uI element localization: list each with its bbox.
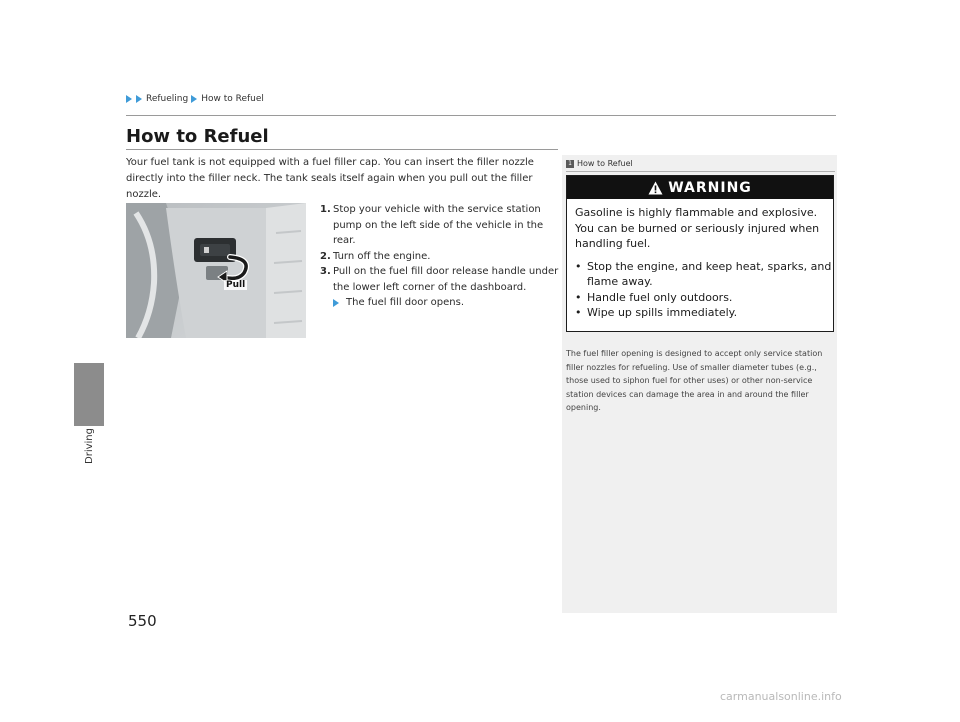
warning-heading: WARNING	[668, 179, 752, 196]
breadcrumb-arrow-icon	[126, 95, 132, 103]
page-number: 550	[128, 612, 157, 630]
step-item	[320, 249, 560, 265]
warning-triangle-icon	[648, 181, 663, 195]
sidebar-title: How to Refuel	[577, 159, 633, 168]
chapter-tab[interactable]	[74, 363, 104, 426]
step-list	[320, 202, 560, 311]
step-item	[320, 202, 560, 249]
warning-item: • Wipe up spills immediately.	[575, 305, 833, 321]
fuel-door-release-illustration	[126, 203, 306, 338]
step-result	[333, 295, 560, 311]
warning-item: • Handle fuel only outdoors.	[575, 290, 833, 306]
intro-paragraph: Your fuel tank is not equipped with a fuel filler cap. You can insert the filler nozzle directly into the filler neck. The tank seals itself again when you pull out the filler nozzle.	[126, 157, 534, 200]
sidebar-note-text: The fuel filler opening is designed to accept only service station filler nozzles for refueling. Use of smaller diameter tubes (e.g., those used to siphon fuel for other uses) or other non-service station devices can damage the area in and around the filler opening.	[566, 349, 823, 412]
breadcrumb-level-1[interactable]: Refueling	[146, 94, 189, 104]
breadcrumb	[126, 94, 264, 104]
step-number: 1.	[320, 204, 331, 215]
page-title: How to Refuel	[126, 126, 269, 147]
step-number: 3.	[320, 266, 331, 277]
watermark: carmanualsonline.info	[720, 690, 842, 703]
step-text: Pull on the fuel fill door release handle under the lower left corner of the dashboard.	[333, 266, 559, 293]
sidebar-note-panel	[562, 155, 837, 613]
warning-header	[567, 176, 833, 199]
breadcrumb-arrow-icon	[136, 95, 142, 103]
header-rule	[126, 115, 836, 116]
title-rule	[126, 149, 558, 150]
pull-label: Pull	[226, 280, 246, 290]
warning-box	[566, 175, 834, 332]
step-text: Turn off the engine.	[333, 250, 431, 262]
step-text: Stop your vehicle with the service station pump on the left side of the vehicle in the rear.	[333, 204, 544, 246]
breadcrumb-level-2[interactable]: How to Refuel	[201, 94, 264, 104]
warning-lead: Gasoline is highly flammable and explosive. You can be burned or seriously injured when handling fuel.	[575, 206, 820, 250]
sidebar-header	[566, 159, 633, 168]
step-number: 2.	[320, 250, 331, 262]
chapter-tab-label: Driving	[84, 428, 95, 464]
step-result-text: The fuel fill door opens.	[346, 297, 464, 308]
fuel-door-release-drawing	[126, 203, 306, 338]
breadcrumb-arrow-icon	[191, 95, 197, 103]
sidebar-rule	[566, 171, 835, 172]
warning-item: • Stop the engine, and keep heat, sparks, and flame away.	[575, 259, 833, 290]
warning-list	[575, 259, 833, 321]
result-arrow-icon	[333, 299, 339, 307]
step-item	[320, 264, 560, 311]
reference-badge: 1	[566, 160, 574, 168]
